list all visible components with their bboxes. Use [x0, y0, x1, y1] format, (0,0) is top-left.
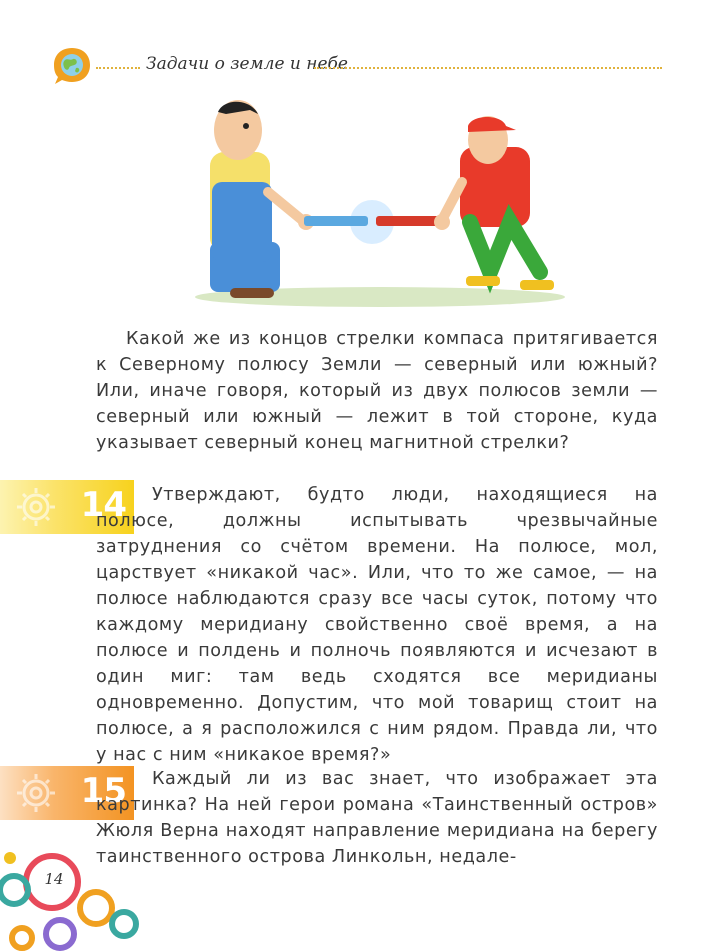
- magnet: [304, 200, 440, 244]
- task-number: 14: [80, 485, 126, 525]
- two-men-pulling-magnet-illustration: [190, 92, 590, 310]
- colored-gears-icon: [0, 842, 160, 952]
- gear-icon: [6, 770, 66, 816]
- task-text: Каждый ли из вас знает, что изображает эта картинка? На ней герои романа «Таинственный остров» Жюля Верна находят направление меридиана на берегу таинственного острова Линкольн, недале-: [96, 769, 658, 867]
- intro-paragraph: Какой же из концов стрелки компаса притягивается к Северному полюсу Земли — северный или южный? Или, иначе говоря, который из двух полюсов земли — северный или южный — лежит в той стороне, куда указывает северный конец магнитной стрелки?: [96, 329, 658, 453]
- running-header: [52, 44, 662, 88]
- globe-speech-bubble-icon: [52, 46, 92, 86]
- right-man: [434, 116, 554, 290]
- page-number: 14: [44, 870, 64, 888]
- header-dotted-line: [96, 67, 140, 69]
- left-man: [210, 100, 314, 298]
- task-number: 15: [80, 771, 126, 811]
- task-text: Утверждают, будто люди, находящиеся на полюсе, должны испытывать чрезвычайные затруднения со счётом времени. На полюсе, мол, царствует «никакой час». Или, что то же самое, — на полюсе наблюдаются сразу все часы суток, потому что каждому меридиану свойственно своё время, а на полюсе и полдень и полночь появляются и исчезают в один миг: там ведь сходятся все меридианы одновременно. Допустим, что мой товарищ стоит на полюсе, а я расположился с ним рядом. Правда ли, что у нас с ним «никакое время?»: [96, 485, 658, 765]
- section-title: Задачи о земле и небе: [146, 54, 348, 74]
- gear-icon: [6, 484, 66, 530]
- header-dotted-line: [314, 67, 662, 69]
